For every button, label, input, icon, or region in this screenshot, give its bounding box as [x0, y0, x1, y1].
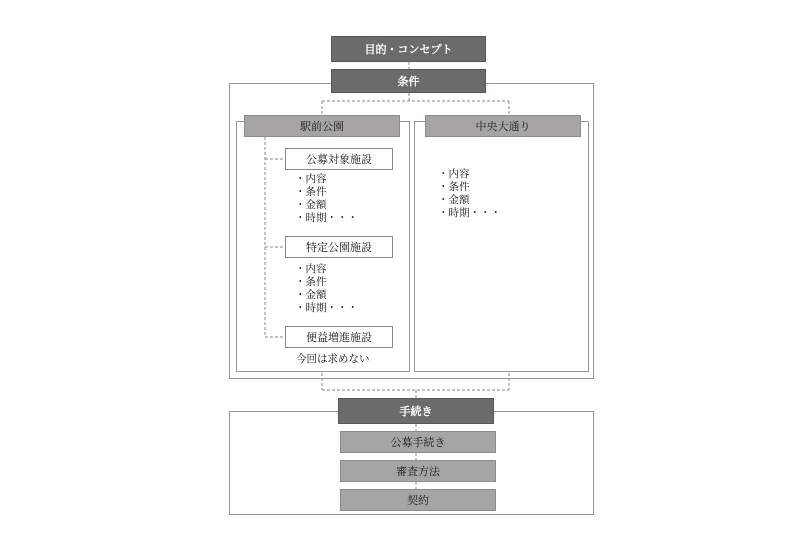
facility-box-3 [285, 326, 393, 348]
left-panel-title: 駅前公園 [300, 120, 344, 133]
facility-2-name: 特定公園施設 [306, 241, 372, 254]
left-panel-header [244, 115, 400, 137]
procedure-title: 手続き [399, 405, 433, 418]
list-item: ・内容 [295, 263, 327, 275]
list-item: ・条件 [295, 276, 327, 288]
step-3-label: 契約 [407, 494, 429, 507]
facility-3-name: 便益増進施設 [306, 331, 372, 344]
facility-2-list [295, 263, 358, 315]
right-panel-list [438, 168, 501, 220]
list-item: ・金額 [438, 194, 470, 206]
list-item: ・条件 [438, 181, 470, 193]
purpose-concept-box [331, 36, 486, 62]
list-item: ・時期・・・ [295, 302, 358, 314]
facility-box-1 [285, 148, 393, 170]
list-item: ・条件 [295, 186, 327, 198]
right-panel-header [425, 115, 581, 137]
list-item: ・金額 [295, 289, 327, 301]
facility-1-name: 公募対象施設 [306, 153, 372, 166]
list-item: ・金額 [295, 199, 327, 211]
step-1-label: 公募手続き [390, 436, 446, 449]
conditions-box [331, 69, 486, 93]
step-2-label: 審査方法 [396, 465, 440, 478]
right-panel-frame [414, 121, 589, 372]
right-panel-title: 中央大通り [475, 120, 531, 133]
conditions-label: 条件 [397, 75, 420, 88]
procedure-step-2 [340, 460, 496, 482]
list-item: ・内容 [438, 168, 470, 180]
procedure-step-1 [340, 431, 496, 453]
list-item: ・内容 [295, 173, 327, 185]
list-item: ・時期・・・ [438, 207, 501, 219]
facility-3-note: 今回は求めない [296, 353, 370, 365]
purpose-concept-label: 目的・コンセプト [364, 43, 453, 56]
facility-1-list [295, 173, 358, 225]
procedure-box [338, 398, 494, 424]
procedure-step-3 [340, 489, 496, 511]
facility-box-2 [285, 236, 393, 258]
list-item: ・時期・・・ [295, 212, 358, 224]
